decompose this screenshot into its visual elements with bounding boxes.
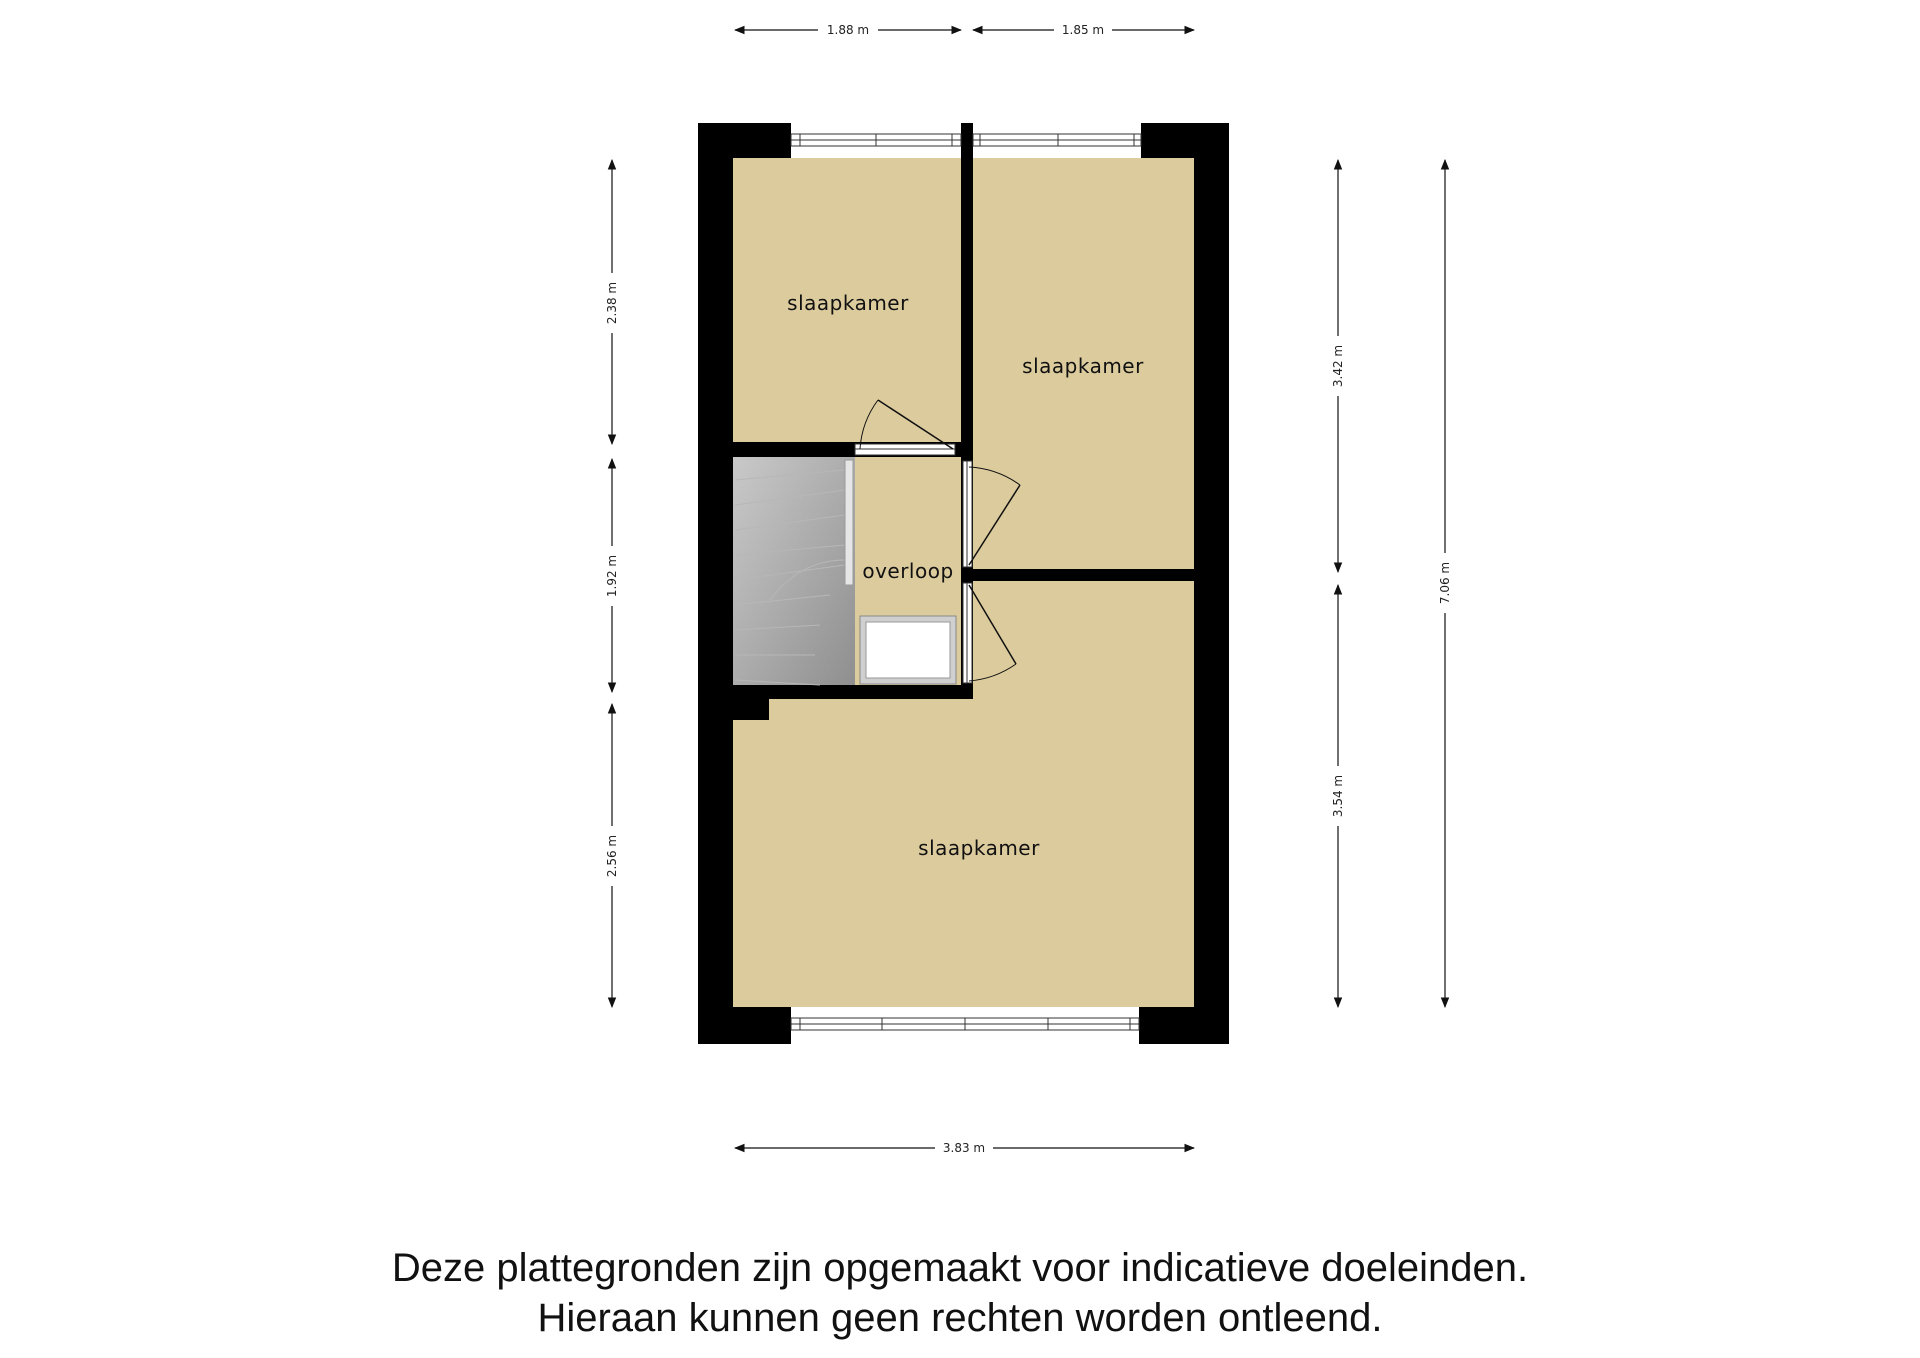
bedroom-bottom-floor-upper — [973, 581, 1194, 696]
window-top-left — [791, 123, 961, 158]
landing-cabinet — [860, 616, 956, 684]
disclaimer-line-2: Hieraan kunnen geen rechten worden ontleend. — [537, 1296, 1383, 1340]
staircase — [733, 457, 855, 685]
room-label-bedroom-bottom: slaapkamer — [918, 836, 1040, 860]
dimension-label-right-top-height: 3.42 m — [1331, 344, 1345, 388]
disclaimer-line-1: Deze plattegronden zijn opgemaakt voor indicatieve doeleinden. — [391, 1246, 1529, 1290]
dimension-label-top-left-width: 1.88 m — [826, 23, 870, 37]
window-bottom — [791, 1007, 1139, 1044]
dimension-label-left-bottom-height: 2.56 m — [605, 834, 619, 878]
window-top-right — [973, 123, 1141, 158]
dimension-label-left-middle-height: 1.92 m — [605, 554, 619, 598]
room-label-bedroom-top-right: slaapkamer — [1022, 354, 1144, 378]
dimension-label-bottom-width: 3.83 m — [942, 1141, 986, 1155]
room-label-bedroom-top-left: slaapkamer — [787, 291, 909, 315]
room-label-landing: overloop — [862, 559, 954, 583]
disclaimer — [0, 1243, 1920, 1343]
dimension-label-right-bottom-height: 3.54 m — [1331, 774, 1345, 818]
dimension-label-total-height: 7.06 m — [1438, 561, 1452, 605]
dimension-label-top-right-width: 1.85 m — [1061, 23, 1105, 37]
dimension-label-left-top-height: 2.38 m — [605, 281, 619, 325]
